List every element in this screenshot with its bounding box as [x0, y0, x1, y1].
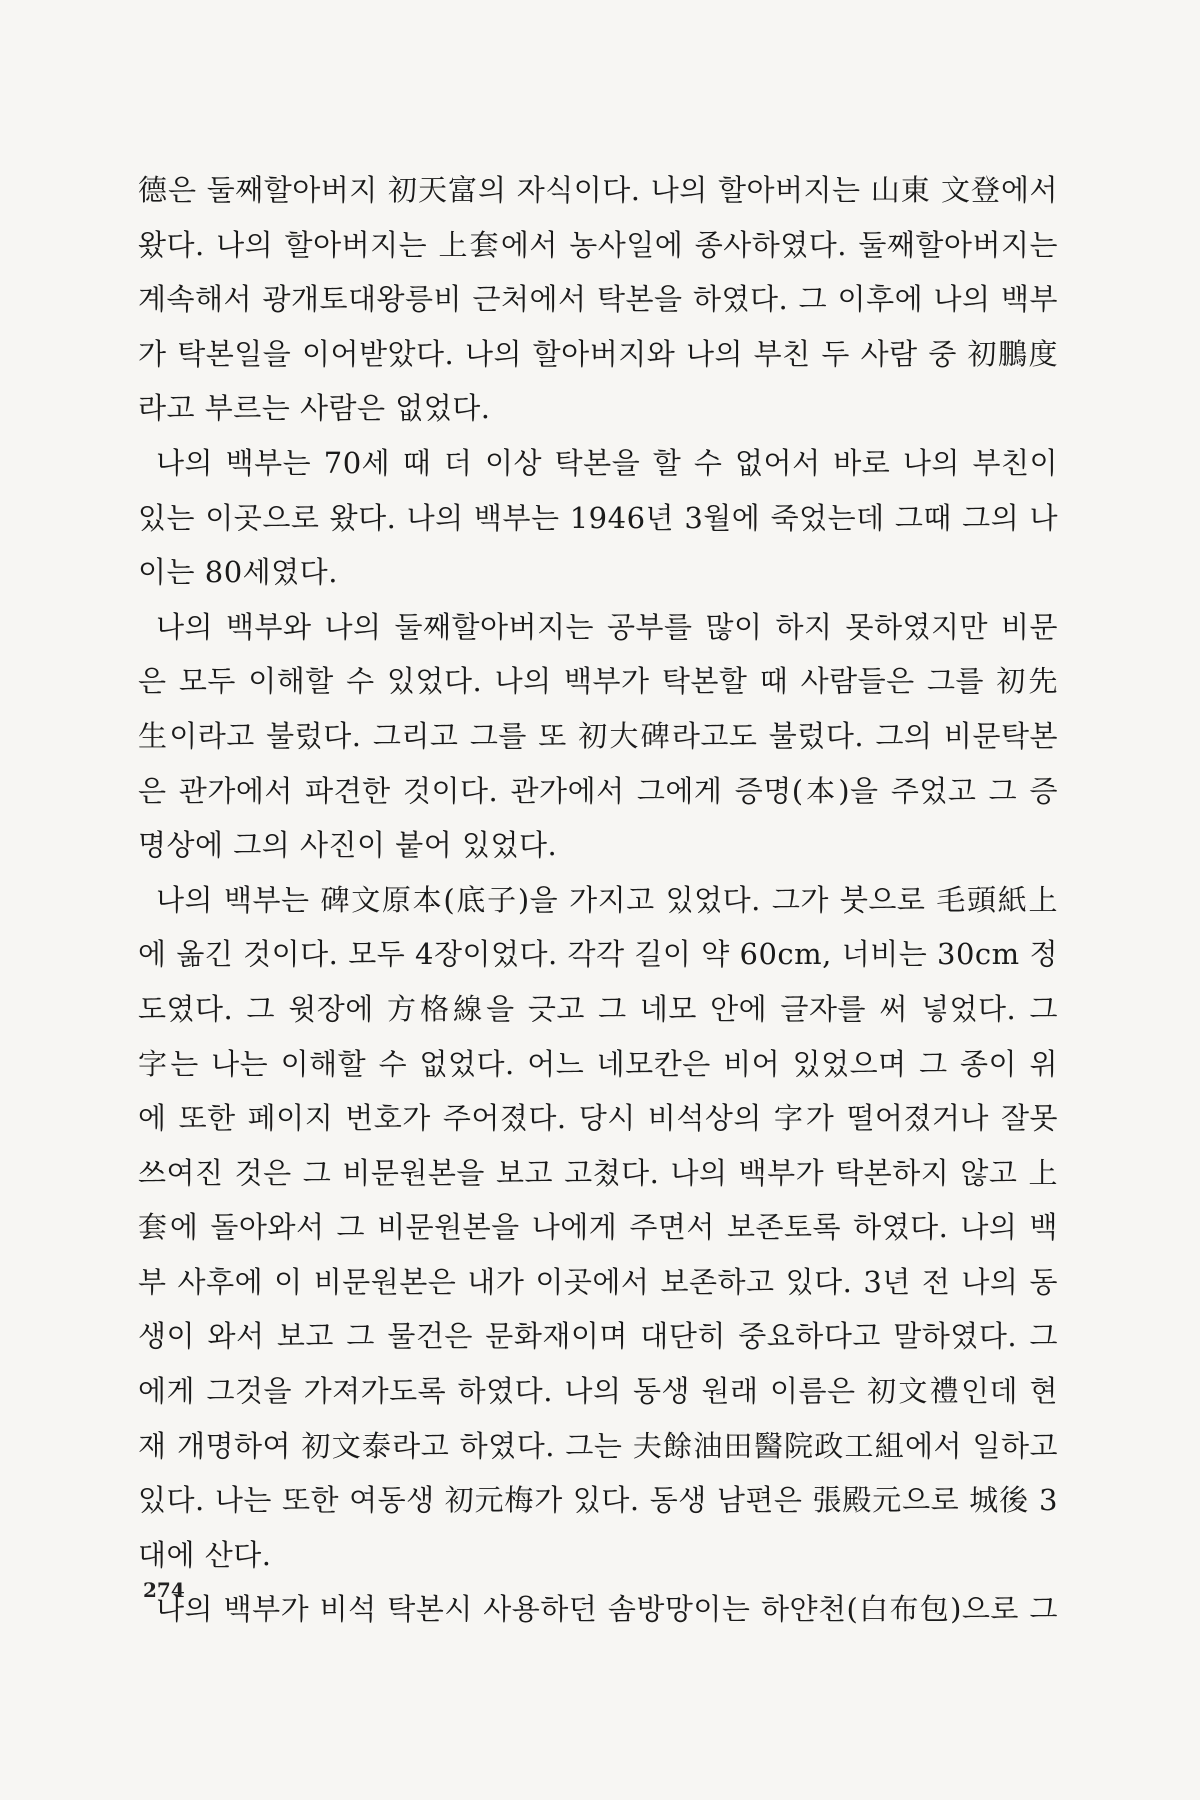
text-line: 생이 와서 보고 그 물건은 문화재이며 대단히 중요하다고 말하였다. 그 — [138, 1319, 1058, 1354]
text-line: 套에 돌아와서 그 비문원본을 나에게 주면서 보존토록 하였다. 나의 백 — [138, 1210, 1058, 1245]
text-line: 가 탁본일을 이어받았다. 나의 할아버지와 나의 부친 두 사람 중 初鵬度 — [138, 336, 1058, 371]
text-line: 에 옮긴 것이다. 모두 4장이었다. 각각 길이 약 60cm, 너비는 30cm 정 — [138, 937, 1058, 972]
text-line: 대에 산다. — [138, 1537, 272, 1572]
text-line: 德은 둘째할아버지 初天富의 자식이다. 나의 할아버지는 山東 文登에서 — [138, 173, 1058, 207]
text-line: 은 모두 이해할 수 있었다. 나의 백부가 탁본할 때 사람들은 그를 初先 — [138, 664, 1058, 699]
text-line: 字는 나는 이해할 수 없었다. 어느 네모칸은 비어 있었으며 그 종이 위 — [138, 1046, 1058, 1081]
text-line: 에 또한 페이지 번호가 주어졌다. 당시 비석상의 字가 떨어졌거나 잘못 — [138, 1101, 1058, 1136]
text-line: 있는 이곳으로 왔다. 나의 백부는 1946년 3월에 죽었는데 그때 그의 나 — [138, 500, 1058, 535]
body-text — [138, 163, 1058, 1637]
text-line: 재 개명하여 初文泰라고 하였다. 그는 夫餘油田醫院政工組에서 일하고 — [138, 1428, 1058, 1463]
text-line: 도였다. 그 윗장에 方格線을 긋고 그 네모 안에 글자를 써 넣었다. 그 — [138, 991, 1058, 1026]
text-line: 있다. 나는 또한 여동생 初元梅가 있다. 동생 남편은 張殿元으로 城後 3 — [138, 1483, 1058, 1518]
text-line: 왔다. 나의 할아버지는 上套에서 농사일에 종사하였다. 둘째할아버지는 — [138, 227, 1058, 262]
text-line: 나의 백부와 나의 둘째할아버지는 공부를 많이 하지 못하였지만 비문 — [156, 609, 1058, 644]
text-line: 라고 부르는 사람은 없었다. — [138, 391, 491, 426]
text-line: 나의 백부는 碑文原本(底子)을 가지고 있었다. 그가 붓으로 毛頭紙上 — [156, 882, 1058, 917]
page-number: 274 — [143, 1578, 185, 1602]
text-line: 부 사후에 이 비문원본은 내가 이곳에서 보존하고 있다. 3년 전 나의 동 — [138, 1264, 1058, 1299]
text-line: 나의 백부는 70세 때 더 이상 탁본을 할 수 없어서 바로 나의 부친이 — [156, 445, 1058, 480]
text-line: 나의 백부가 비석 탁본시 사용하던 솜방망이는 하얀천(白布包)으로 그 — [156, 1592, 1058, 1627]
text-line: 쓰여진 것은 그 비문원본을 보고 고쳤다. 나의 백부가 탁본하지 않고 上 — [138, 1155, 1058, 1190]
text-line: 은 관가에서 파견한 것이다. 관가에서 그에게 증명(本)을 주었고 그 증 — [138, 773, 1058, 808]
text-line: 生이라고 불렀다. 그리고 그를 또 初大碑라고도 불렀다. 그의 비문탁본 — [138, 718, 1058, 753]
text-line: 명상에 그의 사진이 붙어 있었다. — [138, 828, 558, 863]
text-line: 계속해서 광개토대왕릉비 근처에서 탁본을 하였다. 그 이후에 나의 백부 — [138, 282, 1058, 317]
text-line: 에게 그것을 가져가도록 하였다. 나의 동생 원래 이름은 初文禮인데 현 — [138, 1374, 1058, 1409]
text-line: 이는 80세였다. — [138, 555, 338, 590]
